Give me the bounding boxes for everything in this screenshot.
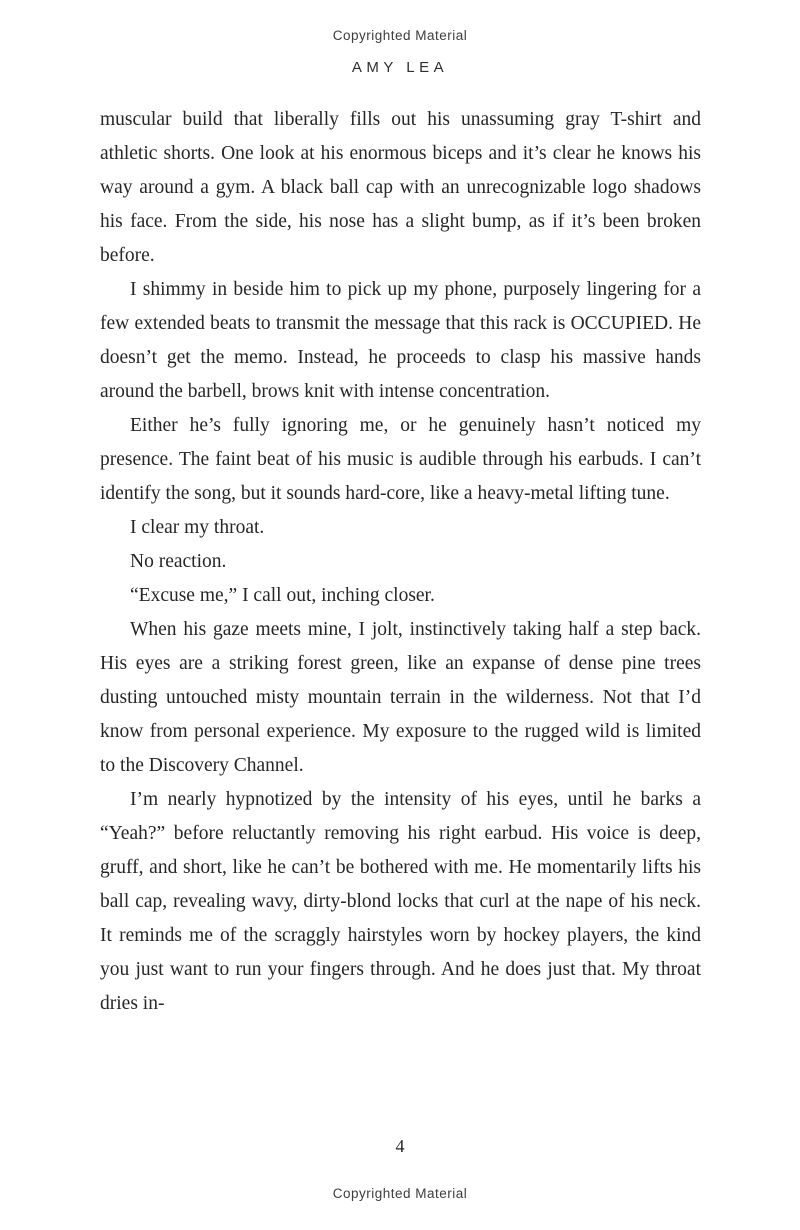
paragraph: “Excuse me,” I call out, inching closer. xyxy=(130,585,435,606)
author-running-header: AMY LEA xyxy=(351,59,449,76)
body-text xyxy=(100,103,701,1021)
paragraph: I’m nearly hypnotized by the intensity of his eyes, until he barks a “Yeah?” before reluctantly removing his right earbud. His voice is deep, gruff, and short, like he can’t be bothered with me. He momentarily lifts his ball cap, revealing wavy, dirty-blond locks that curl at the nape of his neck. It reminds me of the scraggly hairstyles worn by hockey players, the kind you just want to run your fingers through. And he does just that. My throat dries in- xyxy=(100,789,701,1014)
page-number: 4 xyxy=(395,1136,405,1156)
paragraph-continuation: muscular build that liberally fills out his unassuming gray T-shirt and athletic shorts. One look at his enormous biceps and it’s clear he knows his way around a gym. A black ball cap with an unrecognizable logo shadows his face. From the side, his nose has a slight bump, as if it’s been broken before. xyxy=(100,109,701,266)
paragraph: I clear my throat. xyxy=(130,517,265,538)
paragraph: I shimmy in beside him to pick up my phone, purposely lingering for a few extended beats to transmit the message that this rack is OCCUPIED. He doesn’t get the memo. Instead, he proceeds to clasp his massive hands around the barbell, brows knit with intense concentration. xyxy=(100,279,701,402)
paragraph: No reaction. xyxy=(130,551,227,572)
copyright-notice-bottom: Copyrighted Material xyxy=(332,1186,468,1201)
paragraph: Either he’s fully ignoring me, or he genuinely hasn’t noticed my presence. The faint beat of his music is audible through his earbuds. I can’t identify the song, but it sounds hard-core, like a heavy-metal lifting tune. xyxy=(100,415,701,504)
copyright-notice-top: Copyrighted Material xyxy=(332,28,468,43)
paragraph: When his gaze meets mine, I jolt, instinctively taking half a step back. His eyes are a striking forest green, like an expanse of dense pine trees dusting untouched misty mountain terrain in the wilderness. Not that I’d know from personal experience. My exposure to the rugged wild is limited to the Discovery Channel. xyxy=(100,619,701,776)
